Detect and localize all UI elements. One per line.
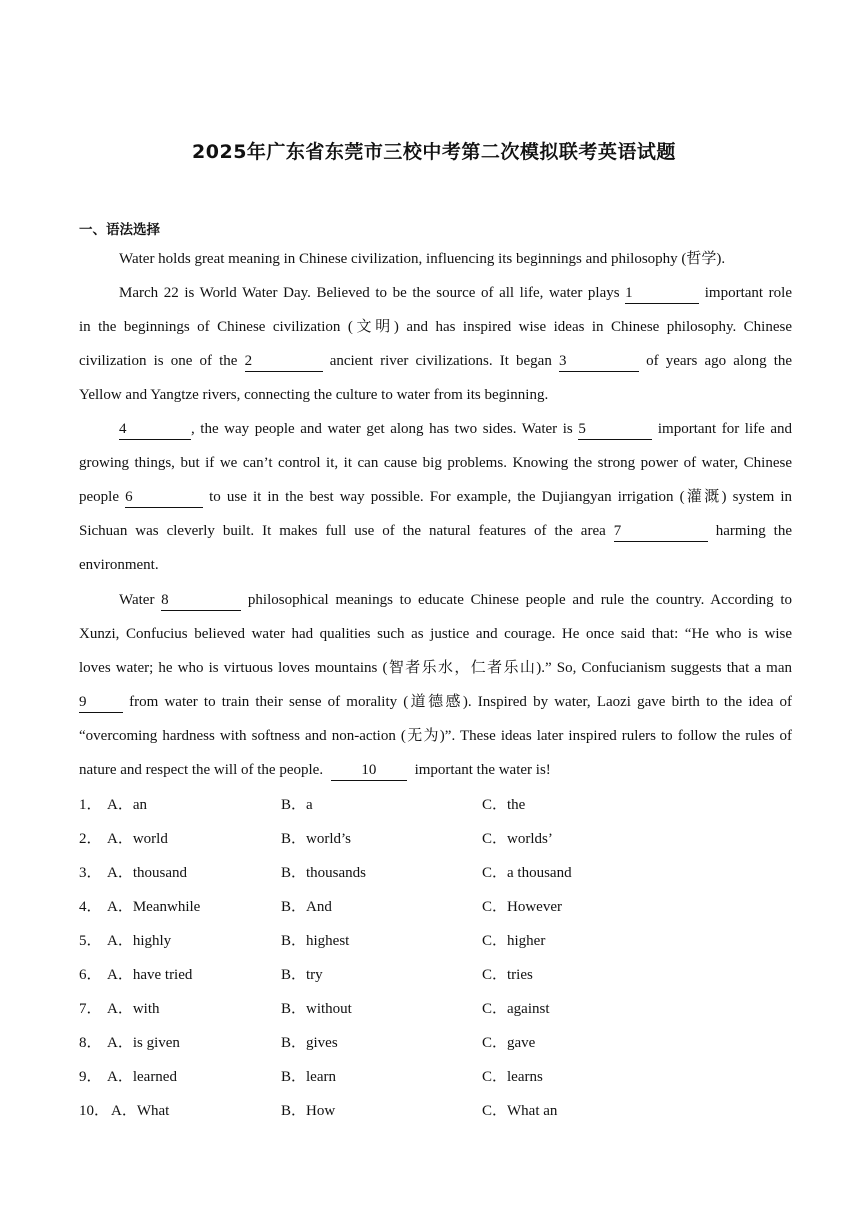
option-b[interactable]: B．world’s [281,831,352,847]
blank-8[interactable]: 8 [161,591,241,611]
question-number: 8． [79,1035,102,1051]
passage-text: to use it in the best way possible. For example, the Dujiangyan irrigation (灌溉) system in [209,489,793,505]
option-a[interactable]: A．an [107,797,147,813]
passage-text: “overcoming hardness with softness and non-action (无为)”. These ideas later inspired rulers to follow the rules of [79,728,792,744]
passage-line [119,282,792,304]
passage-line [79,623,792,645]
question-number: 5． [79,933,102,949]
passage-line [119,418,792,440]
option-b[interactable]: B．without [281,1001,352,1017]
passage-text: environment. [79,557,159,573]
passage-line [119,589,792,611]
passage-text: March 22 is World Water Day. Believed to be the source of all life, water plays [119,285,620,301]
blank-7[interactable]: 7 [614,522,708,542]
blank-5[interactable]: 5 [578,420,652,440]
option-b[interactable]: B．try [281,967,323,983]
option-c[interactable]: C．higher [482,933,546,949]
question-row [79,896,792,918]
option-b[interactable]: B．How [281,1103,336,1119]
option-b[interactable]: B．highest [281,933,350,949]
question-number: 2． [79,831,102,847]
passage-text: civilization is one of the [79,353,238,369]
option-b[interactable]: B．gives [281,1035,338,1051]
question-number: 1． [79,797,102,813]
passage-text: nature and respect the will of the people. [79,762,324,778]
question-row [79,1066,792,1088]
option-c[interactable]: C．against [482,1001,550,1017]
option-c[interactable]: C．learns [482,1069,543,1085]
blank-9[interactable]: 9 [79,693,123,713]
question-number: 9． [79,1069,102,1085]
question-number: 3． [79,865,102,881]
passage-line [79,384,792,406]
question-row [79,998,792,1020]
option-c[interactable]: C．However [482,899,562,915]
passage-text: Water [119,592,155,608]
option-c[interactable]: C．What an [482,1103,558,1119]
blank-1[interactable]: 1 [625,284,699,304]
option-b[interactable]: B．thousands [281,865,367,881]
question-row [79,964,792,986]
passage-text: Yellow and Yangtze rivers, connecting the culture to water from its beginning. [79,387,549,403]
section-heading: 一、语法选择 [79,222,160,238]
blank-4[interactable]: 4 [119,420,191,440]
passage-text: growing things, but if we can’t control it, it can cause big problems. Knowing the strong power of water, Chinese [79,455,792,471]
passage-text: loves water; he who is virtuous loves mountains (智者乐水，仁者乐山).” So, Confucianism suggests that a man [79,660,792,676]
option-a[interactable]: A．What [111,1103,170,1119]
blank-6[interactable]: 6 [125,488,203,508]
passage-line [79,316,792,338]
option-a[interactable]: A．Meanwhile [107,899,201,915]
passage-line [79,691,792,713]
passage-line [79,759,792,781]
passage-text: philosophical meanings to educate Chinese people and rule the country. According to [247,592,793,608]
passage-line [119,248,792,270]
option-c[interactable]: C．tries [482,967,533,983]
passage-text: people [79,489,119,505]
passage-text: important the water is! [414,762,551,778]
question-row [79,1100,792,1122]
passage-line [79,350,792,372]
page-title: 2025年广东省东莞市三校中考第二次模拟联考英语试题 [192,141,676,163]
option-c[interactable]: C．gave [482,1035,536,1051]
passage-line [79,657,792,679]
passage-text: Sichuan was cleverly built. It makes full use of the natural features of the area [79,523,606,539]
option-b[interactable]: B．learn [281,1069,336,1085]
option-c[interactable]: C．worlds’ [482,831,553,847]
option-b[interactable]: B．And [281,899,332,915]
option-c[interactable]: C．a thousand [482,865,572,881]
passage-text: in the beginnings of Chinese civilization (文明) and has inspired wise ideas in Chinese philosophy. Chinese [79,319,792,335]
option-c[interactable]: C．the [482,797,526,813]
option-a[interactable]: A．with [107,1001,160,1017]
passage-text: harming the [715,523,792,539]
passage-text: of years ago along the [646,353,793,369]
passage-text: Xunzi, Confucius believed water had qualities such as justice and courage. He once said that: “He who is wise [79,626,792,642]
passage-line [79,725,792,747]
option-b[interactable]: B．a [281,797,313,813]
passage-text: from water to train their sense of morality (道德感). Inspired by water, Laozi gave birth to the idea of [129,694,792,710]
option-a[interactable]: A．world [107,831,168,847]
question-number: 7． [79,1001,102,1017]
question-row [79,1032,792,1054]
question-row [79,930,792,952]
question-number: 10． [79,1103,110,1119]
passage-text: important role [704,285,792,301]
passage-text: important for life and [657,421,792,437]
option-a[interactable]: A．have tried [107,967,193,983]
question-row [79,828,792,850]
passage-text: ancient river civilizations. It began [329,353,552,369]
passage-line [79,554,792,576]
question-number: 4． [79,899,102,915]
passage-line [79,452,792,474]
blank-10[interactable]: 10 [331,761,407,781]
option-a[interactable]: A．highly [107,933,172,949]
question-row [79,794,792,816]
passage-line [79,520,792,542]
blank-3[interactable]: 3 [559,352,639,372]
option-a[interactable]: A．thousand [107,865,187,881]
passage-text: , the way people and water get along has two sides. Water is [191,421,573,437]
question-row [79,862,792,884]
passage-line [79,486,792,508]
blank-2[interactable]: 2 [245,352,323,372]
passage-text: Water holds great meaning in Chinese civilization, influencing its beginnings and philosophy (哲学). [119,251,726,267]
question-number: 6． [79,967,102,983]
option-a[interactable]: A．learned [107,1069,177,1085]
option-a[interactable]: A．is given [107,1035,180,1051]
